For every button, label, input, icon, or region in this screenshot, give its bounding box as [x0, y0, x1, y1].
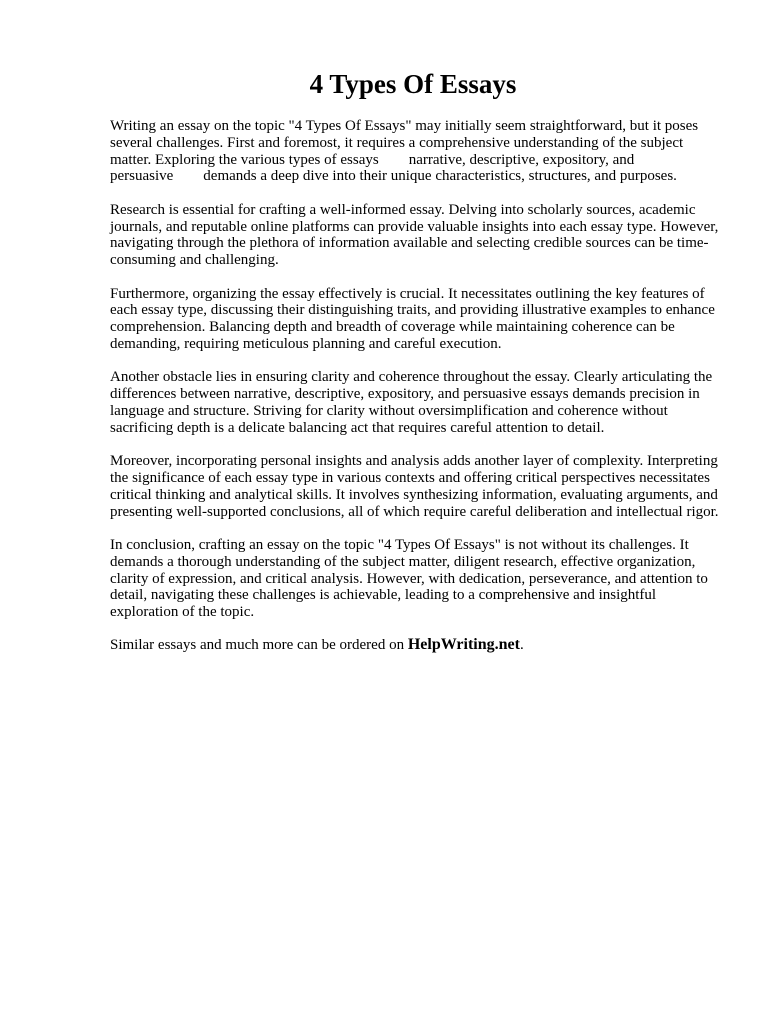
paragraph-1: Writing an essay on the topic "4 Types Of Essays" may initially seem straightforward, but it poses several challenges. First and foremost, it requires a comprehensive understanding of the subject matter. Exploring the various types of essays narrative, descriptive, expository, and persuasive demands a deep dive into their unique characteristics, structures, and purposes. [110, 118, 699, 185]
paragraph-5: Moreover, incorporating personal insights and analysis adds another layer of complexity. Interpreting the significance of each essay type in various contexts and offering critical perspectives necessitates critical thinking and analytical skills. It involves synthesizing information, evaluating arguments, and presenting well-supported conclusions, all of which require careful deliberation and intellectual rigor. [110, 453, 719, 520]
paragraph-4: Another obstacle lies in ensuring clarity and coherence throughout the essay. Clearly articulating the differences between narrative, descriptive, expository, and persuasive essays demands precision in language and structure. Striving for clarity without oversimplification and coherence without sacrificing depth is a delicate balancing act that requires careful attention to detail. [110, 369, 713, 436]
paragraph-6: In conclusion, crafting an essay on the topic "4 Types Of Essays" is not without its challenges. It demands a thorough understanding of the subject matter, diligent research, effective organization, clarity of expression, and critical analysis. However, with dedication, perseverance, and attention to detail, navigating these challenges is achievable, leading to a comprehensive and insightful exploration of the topic. [110, 536, 708, 621]
closing-prefix: Similar essays and much more can be ordered on [110, 637, 408, 654]
helpwriting-link[interactable]: HelpWriting.net [407, 636, 520, 654]
document-body [110, 118, 722, 671]
closing-line [110, 637, 722, 654]
document-title: 4 Types Of Essays [309, 69, 517, 99]
closing-suffix: . [519, 637, 524, 654]
paragraph-2: Research is essential for crafting a well-informed essay. Delving into scholarly sources, academic journals, and reputable online platforms can provide valuable insights into each essay type. However, navigating through the plethora of information available and selecting credible sources can be time-consuming and challenging. [110, 201, 719, 269]
paragraph-3: Furthermore, organizing the essay effectively is crucial. It necessitates outlining the key features of each essay type, discussing their distinguishing traits, and providing illustrative examples to enhance comprehension. Balancing depth and breadth of coverage while maintaining coherence can be demanding, requiring meticulous planning and careful execution. [110, 285, 715, 352]
